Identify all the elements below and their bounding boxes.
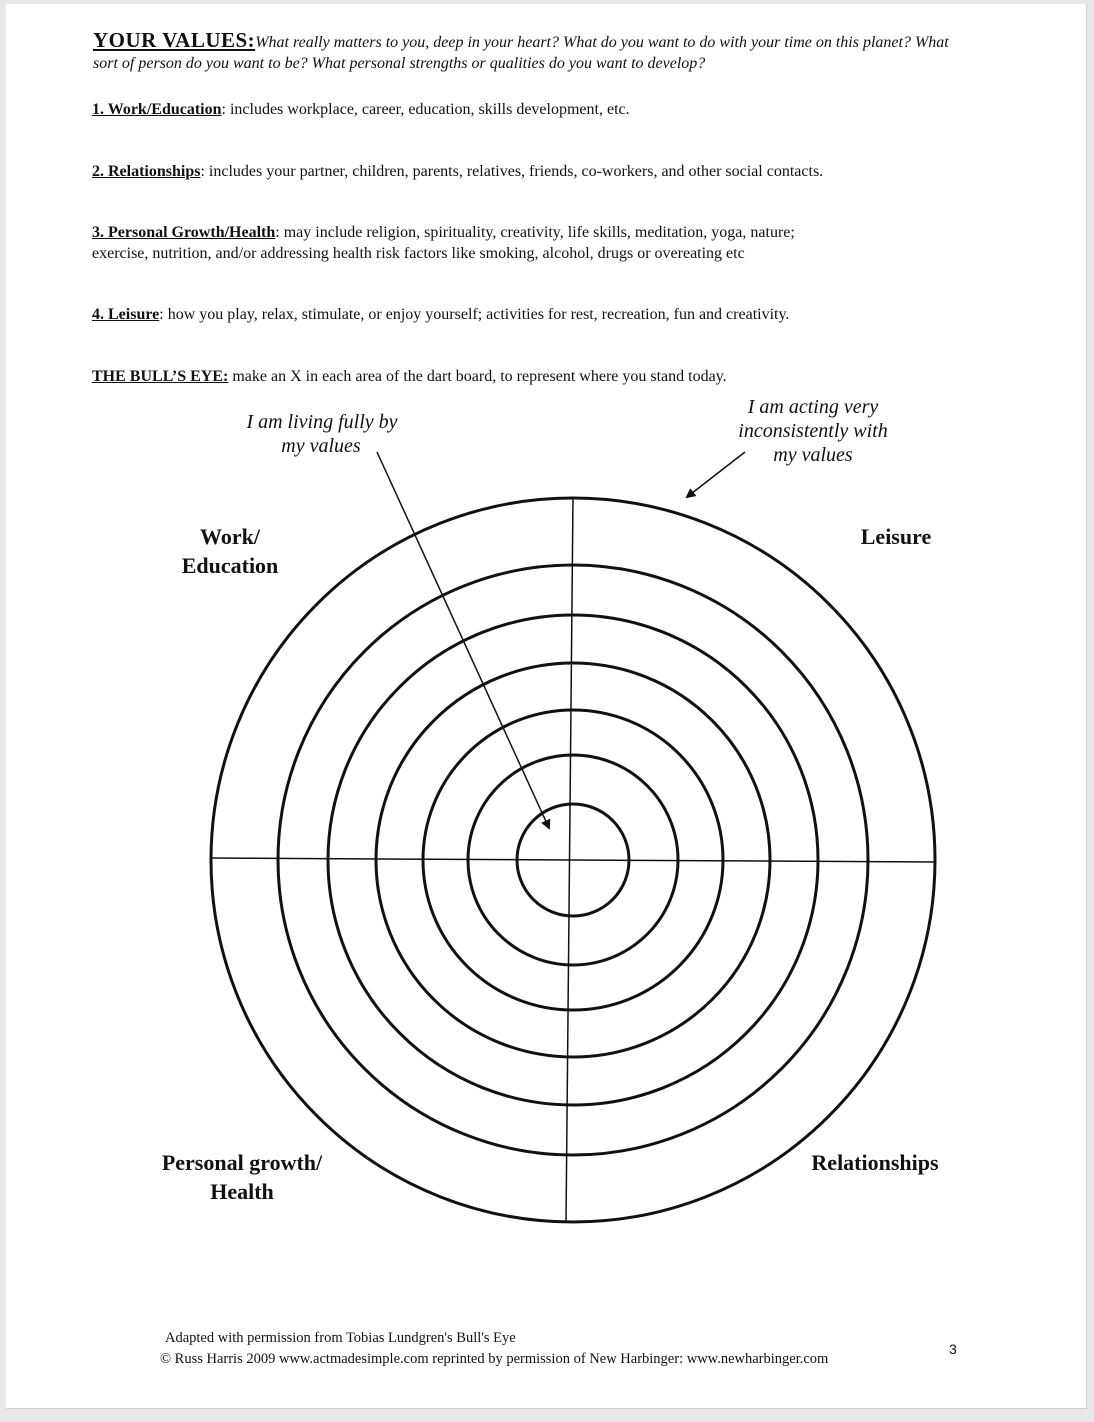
section-text: : how you play, relax, stimulate, or enjoy yourself; activities for rest, recreation, fun and creativity.: [159, 306, 790, 323]
quadrant-label-line: Personal growth/: [161, 1150, 323, 1175]
annotation-line: my values: [773, 444, 853, 466]
section-text: : may include religion, spirituality, creativity, life skills, meditation, yoga, nature;: [275, 224, 795, 241]
arrow-living-fully: [377, 452, 549, 828]
annotation-line: I am acting very: [747, 396, 879, 418]
section-label: 4. Leisure: [92, 306, 160, 323]
board-divider-horizontal: [211, 858, 935, 862]
quadrant-label-line: Work/: [200, 524, 260, 549]
section-label: 3. Personal Growth/Health: [92, 224, 276, 241]
section-text: : includes workplace, career, education, skills development, etc.: [221, 101, 630, 118]
quadrant-label-line: Health: [210, 1179, 274, 1204]
bullseye-label: THE BULL’S EYE:: [92, 368, 229, 385]
quadrant-label-line: Relationships: [811, 1150, 939, 1175]
footer-attribution: [160, 1328, 828, 1370]
annotation-line: inconsistently with: [738, 420, 888, 442]
footer-line: Adapted with permission from Tobias Lundgren's Bull's Eye: [165, 1330, 516, 1346]
quadrant-label-line: Education: [181, 553, 279, 578]
section-label: 2. Relationships: [92, 163, 201, 180]
footer-line: © Russ Harris 2009 www.actmadesimple.com reprinted by permission of New Harbinger: www.newharbinger.com: [160, 1351, 829, 1367]
bullseye-text: make an X in each area of the dart board, to represent where you stand today.: [228, 368, 727, 385]
page-title: YOUR VALUES:: [93, 28, 256, 52]
arrow-acting-inconsistently: [687, 452, 745, 497]
annotation-line: I am living fully by: [246, 411, 398, 433]
page-number: 3: [949, 1341, 957, 1357]
values-question: What really matters to you, deep in your heart? What do you want to do with your time on this planet? What sort of person do you want to be? What personal strengths or qualities do you want to develop?: [93, 34, 949, 72]
annotation-line: my values: [281, 435, 361, 457]
section-text: : includes your partner, children, parents, relatives, friends, co-workers, and other social contacts.: [200, 163, 824, 180]
section-text-continued: exercise, nutrition, and/or addressing health risk factors like smoking, alcohol, drugs or overeating etc: [92, 245, 745, 262]
quadrant-label-line: Leisure: [860, 524, 932, 549]
section-label: 1. Work/Education: [92, 101, 222, 118]
